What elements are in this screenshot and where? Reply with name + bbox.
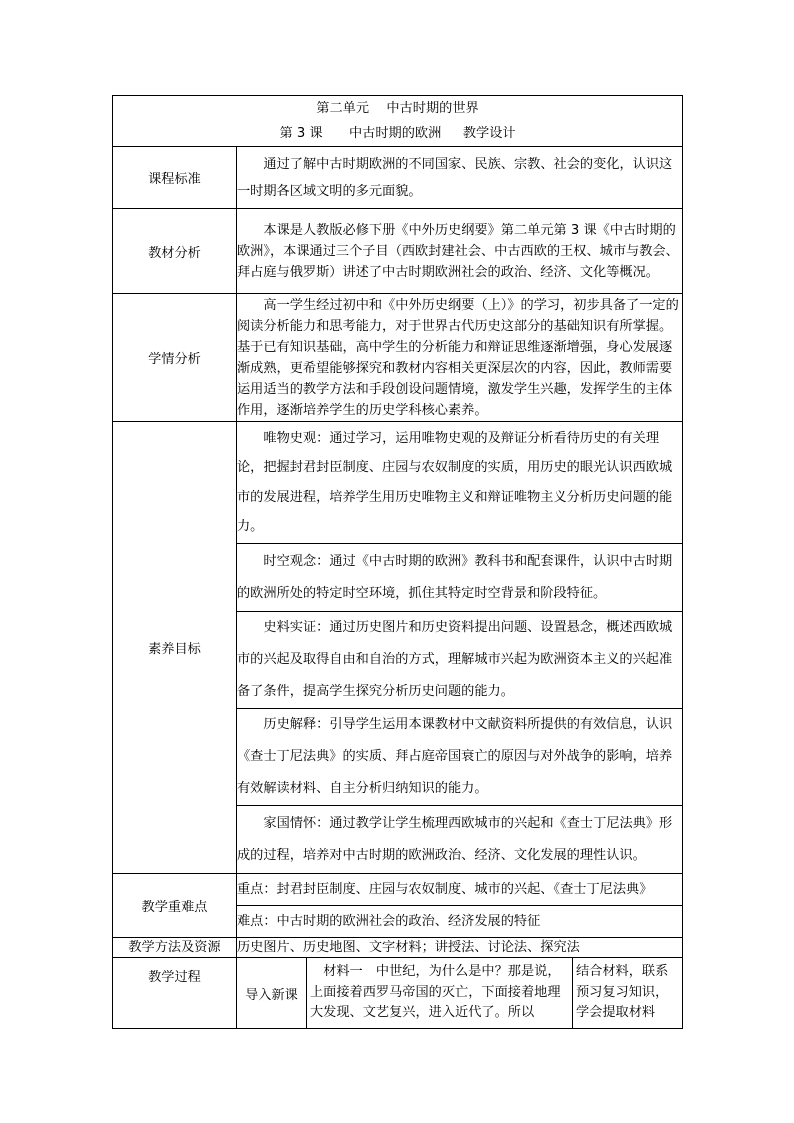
curriculum-text: 通过了解中古时期欧洲的不同国家、民族、宗教、社会的变化，认识这一时期各区域文明的多元面貌。 — [237, 147, 683, 209]
literacy-item: 史料实证：通过历史图片和历史资料提出问题、设置悬念，概述西欧城市的兴起及取得自由和自治的方式，理解城市兴起为欧洲资本主义的兴起准备了条件，提高学生探究分析历史问题的能力。 — [237, 612, 683, 709]
process-intent-cell — [573, 958, 683, 1029]
students-text: 高一学生经过初中和《中外历史纲要（上）》的学习，初步具备了一定的阅读分析能力和思考能力，对于世界古代历史这部分的基础知识有所掌握。基于已有知识基础，高中学生的分析能力和辩证思维逐渐增强，身心发展逐渐成熟，更希望能够探究和教材内容相关更深层次的内容，因此，教师需要运用适当的教学方法和手段创设问题情境，激发学生兴趣，发挥学生的主体作用，逐渐培养学生的历史学科核心素养。 — [237, 294, 683, 422]
process-stage: 导入新课 — [237, 958, 307, 1029]
textbook-text: 本课是人教版必修下册《中外历史纲要》第二单元第 3 课《中古时期的欧洲》，本课通过三个子目（西欧封建社会、中古西欧的王权、城市与教会、拜占庭与俄罗斯）讲述了中古时期欧洲社会的政治、经济、文化等概况。 — [237, 209, 683, 294]
curriculum-row — [113, 147, 683, 209]
difficult-point-text: 难点：中古时期的欧洲社会的政治、经济发展的特征 — [237, 906, 683, 938]
literacy-item: 家国情怀：通过教学让学生梳理西欧城市的兴起和《查士丁尼法典》形成的过程，培养对中古时期的欧洲政治、经济、文化发展的理性认识。 — [237, 806, 683, 874]
literacy-item: 时空观念：通过《中古时期的欧洲》教科书和配套课件，认识中古时期的欧洲所处的特定时空环境，抓住其特定时空背景和阶段特征。 — [237, 544, 683, 612]
process-intent: 结合材料，联系预习复习知识，学会提取材料 — [576, 964, 669, 1021]
lesson-title: 第 3 课 中古时期的欧洲 教学设计 — [279, 126, 516, 141]
unit-title: 第二单元 中古时期的世界 — [316, 101, 479, 116]
literacy-item: 历史解释：引导学生运用本课教材中文献资料所提供的有效信息，认识《查士丁尼法典》的实质、拜占庭帝国衰亡的原因与对外战争的影响，培养有效解读材料、自主分析归纳知识的能力。 — [237, 709, 683, 806]
lesson-plan-table — [112, 95, 683, 1029]
process-material-cell — [307, 958, 573, 1029]
methods-label: 教学方法及资源 — [113, 938, 237, 958]
process-label: 教学过程 — [113, 958, 237, 1029]
keypoints-row-1 — [113, 874, 683, 906]
document-header — [113, 96, 683, 147]
students-row — [113, 294, 683, 422]
students-label: 学情分析 — [113, 294, 237, 422]
header-row — [113, 96, 683, 147]
keypoints-label: 教学重难点 — [113, 874, 237, 938]
textbook-row — [113, 209, 683, 294]
process-row — [113, 958, 683, 1029]
literacy-row-1 — [113, 422, 683, 544]
textbook-label: 教材分析 — [113, 209, 237, 294]
process-material: 材料一 中世纪，为什么是中？那是说，上面接着西罗马帝国的灭亡，下面接着地理大发现、文艺复兴，进入近代了。所以 — [310, 964, 561, 1021]
methods-text: 历史图片、历史地图、文字材料；讲授法、讨论法、探究法 — [237, 938, 683, 958]
literacy-item: 唯物史观：通过学习，运用唯物史观的及辩证分析看待历史的有关理论，把握封君封臣制度、庄园与农奴制度的实质，用历史的眼光认识西欧城市的发展进程，培养学生用历史唯物主义和辩证唯物主义分析历史问题的能力。 — [237, 422, 683, 544]
key-point-text: 重点：封君封臣制度、庄园与农奴制度、城市的兴起、《查士丁尼法典》 — [237, 874, 683, 906]
literacy-label: 素养目标 — [113, 422, 237, 874]
methods-row — [113, 938, 683, 958]
curriculum-label: 课程标准 — [113, 147, 237, 209]
